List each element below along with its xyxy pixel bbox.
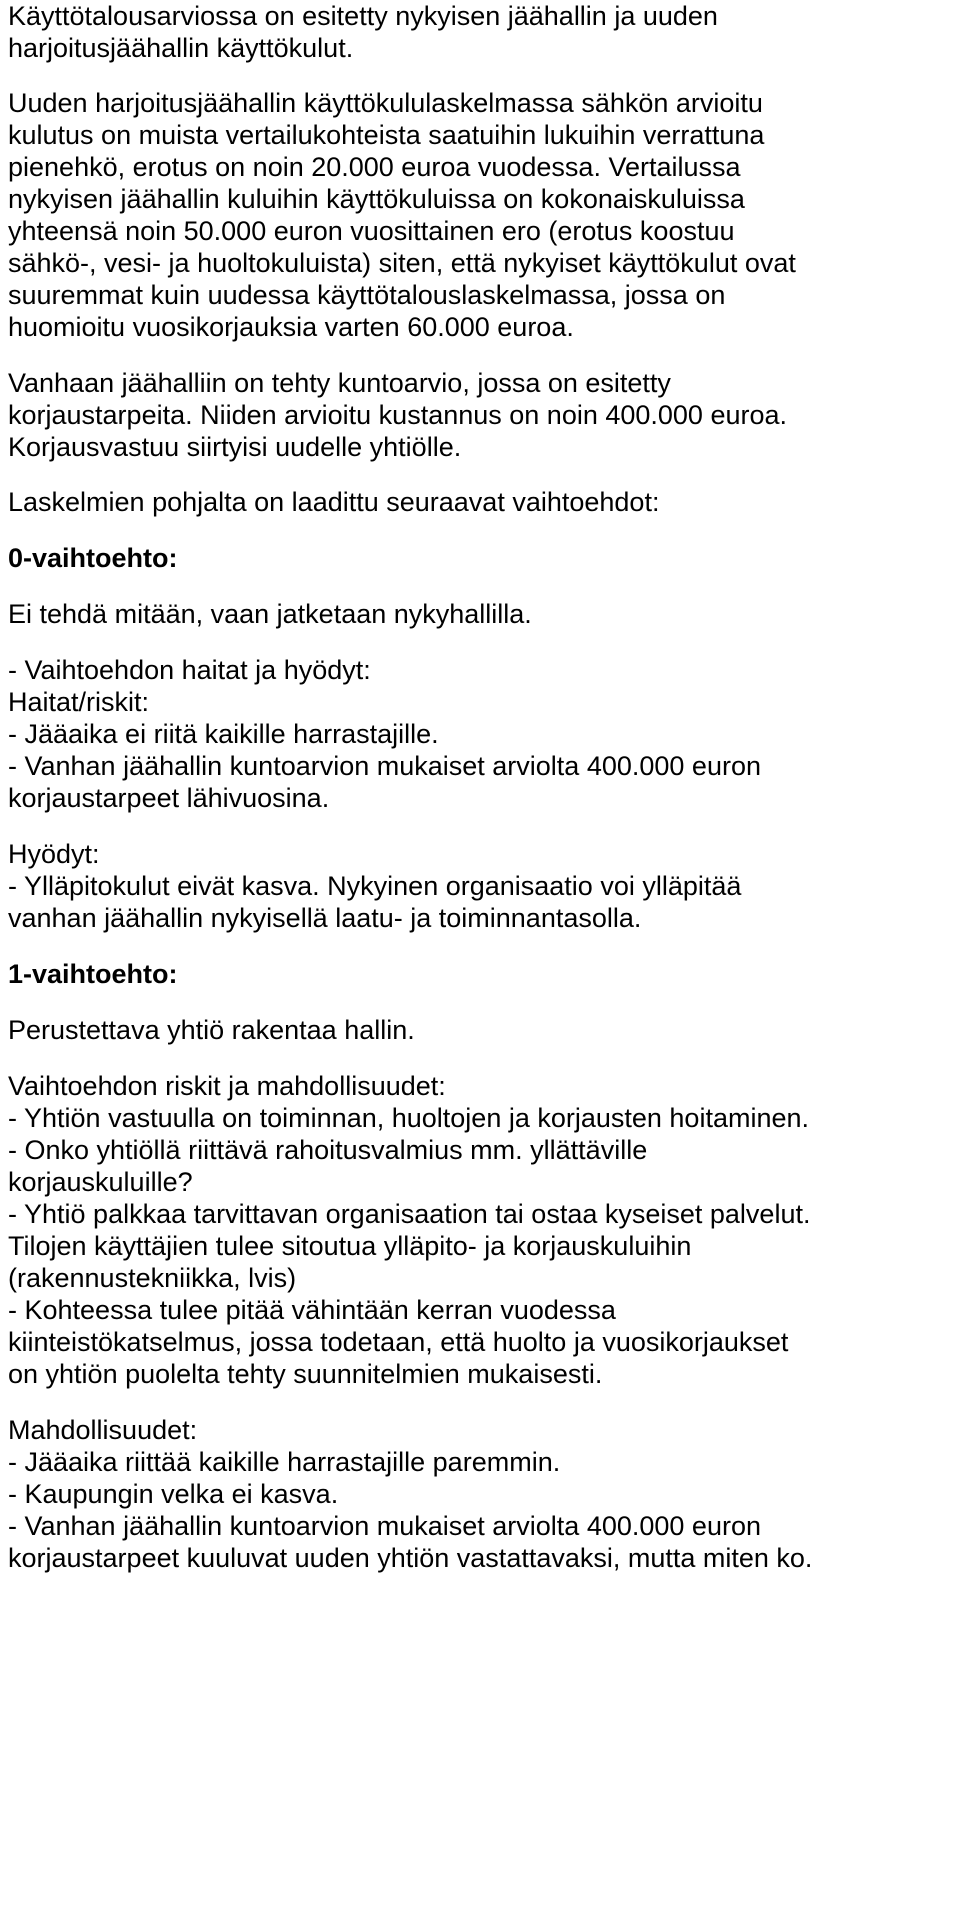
comparison-line: nykyisen jäähallin kuluihin käyttökuluissa on kokonaiskuluissa [8, 184, 745, 214]
option1-risk-line: - Onko yhtiöllä riittävä rahoitusvalmius mm. yllättäville [8, 1135, 648, 1165]
option1-risk-line: - Yhtiön vastuulla on toiminnan, huoltojen ja korjausten hoitaminen. [8, 1103, 810, 1133]
option1-risks-title: Vaihtoehdon riskit ja mahdollisuudet: [8, 1071, 446, 1101]
option1-risk-line: korjauskuluille? [8, 1167, 193, 1197]
option0-heading: 0-vaihtoehto: [8, 543, 178, 573]
condition-line: Vanhaan jäähalliin on tehty kuntoarvio, jossa on esitetty [8, 368, 671, 398]
comparison-line: kulutus on muista vertailukohteista saatuihin lukuihin verrattuna [8, 120, 765, 150]
option1-risk-line: on yhtiön puolelta tehty suunnitelmien mukaisesti. [8, 1359, 603, 1389]
option0-benefit-line: - Ylläpitokulut eivät kasva. Nykyinen organisaatio voi ylläpitää [8, 871, 742, 901]
option1-opportunity-line: - Jääaika riittää kaikille harrastajille paremmin. [8, 1447, 561, 1477]
options-intro: Laskelmien pohjalta on laadittu seuraavat vaihtoehdot: [8, 487, 660, 517]
option1-risk-line: kiinteistökatselmus, jossa todetaan, että huolto ja vuosikorjaukset [8, 1327, 789, 1357]
intro-line: harjoitusjäähallin käyttökulut. [8, 33, 354, 63]
intro-line: Käyttötalousarviossa on esitetty nykyisen jäähallin ja uuden [8, 1, 718, 31]
option0-benefits-title: Hyödyt: [8, 839, 100, 869]
option1-risk-line: Tilojen käyttäjien tulee sitoutua ylläpito- ja korjauskuluihin [8, 1231, 692, 1261]
comparison-line: pienehkö, erotus on noin 20.000 euroa vuodessa. Vertailussa [8, 152, 741, 182]
comparison-line: huomioitu vuosikorjauksia varten 60.000 euroa. [8, 312, 574, 342]
option0-pros-cons-title: - Vaihtoehdon haitat ja hyödyt: [8, 655, 371, 685]
option1-risk-line: - Kohteessa tulee pitää vähintään kerran vuodessa [8, 1295, 616, 1325]
condition-line: korjaustarpeita. Niiden arvioitu kustannus on noin 400.000 euroa. [8, 400, 788, 430]
option0-risk-line: - Vanhan jäähallin kuntoarvion mukaiset arviolta 400.000 euron [8, 751, 761, 781]
option1-risk-line: - Yhtiö palkkaa tarvittavan organisaation tai ostaa kyseiset palvelut. [8, 1199, 811, 1229]
comparison-line: sähkö-, vesi- ja huoltokuluista) siten, että nykyiset käyttökulut ovat [8, 248, 796, 278]
option0-description: Ei tehdä mitään, vaan jatketaan nykyhallilla. [8, 599, 532, 629]
option1-opportunity-line: korjaustarpeet kuuluvat uuden yhtiön vastattavaksi, mutta miten ko. [8, 1543, 813, 1573]
condition-line: Korjausvastuu siirtyisi uudelle yhtiölle. [8, 432, 462, 462]
option1-opportunities-title: Mahdollisuudet: [8, 1415, 198, 1445]
option0-benefit-line: vanhan jäähallin nykyisellä laatu- ja toiminnantasolla. [8, 903, 642, 933]
option1-opportunity-line: - Kaupungin velka ei kasva. [8, 1479, 339, 1509]
option1-risk-line: (rakennustekniikka, lvis) [8, 1263, 297, 1293]
option1-opportunity-line: - Vanhan jäähallin kuntoarvion mukaiset arviolta 400.000 euron [8, 1511, 761, 1541]
comparison-line: suuremmat kuin uudessa käyttötalouslaskelmassa, jossa on [8, 280, 726, 310]
option0-risks-title: Haitat/riskit: [8, 687, 150, 717]
option1-heading: 1-vaihtoehto: [8, 959, 178, 989]
option1-description: Perustettava yhtiö rakentaa hallin. [8, 1015, 415, 1045]
comparison-line: yhteensä noin 50.000 euron vuosittainen ero (erotus koostuu [8, 216, 735, 246]
option0-risk-line: - Jääaika ei riitä kaikille harrastajille. [8, 719, 439, 749]
option0-risk-line: korjaustarpeet lähivuosina. [8, 783, 330, 813]
comparison-line: Uuden harjoitusjäähallin käyttökululaskelmassa sähkön arvioitu [8, 88, 763, 118]
